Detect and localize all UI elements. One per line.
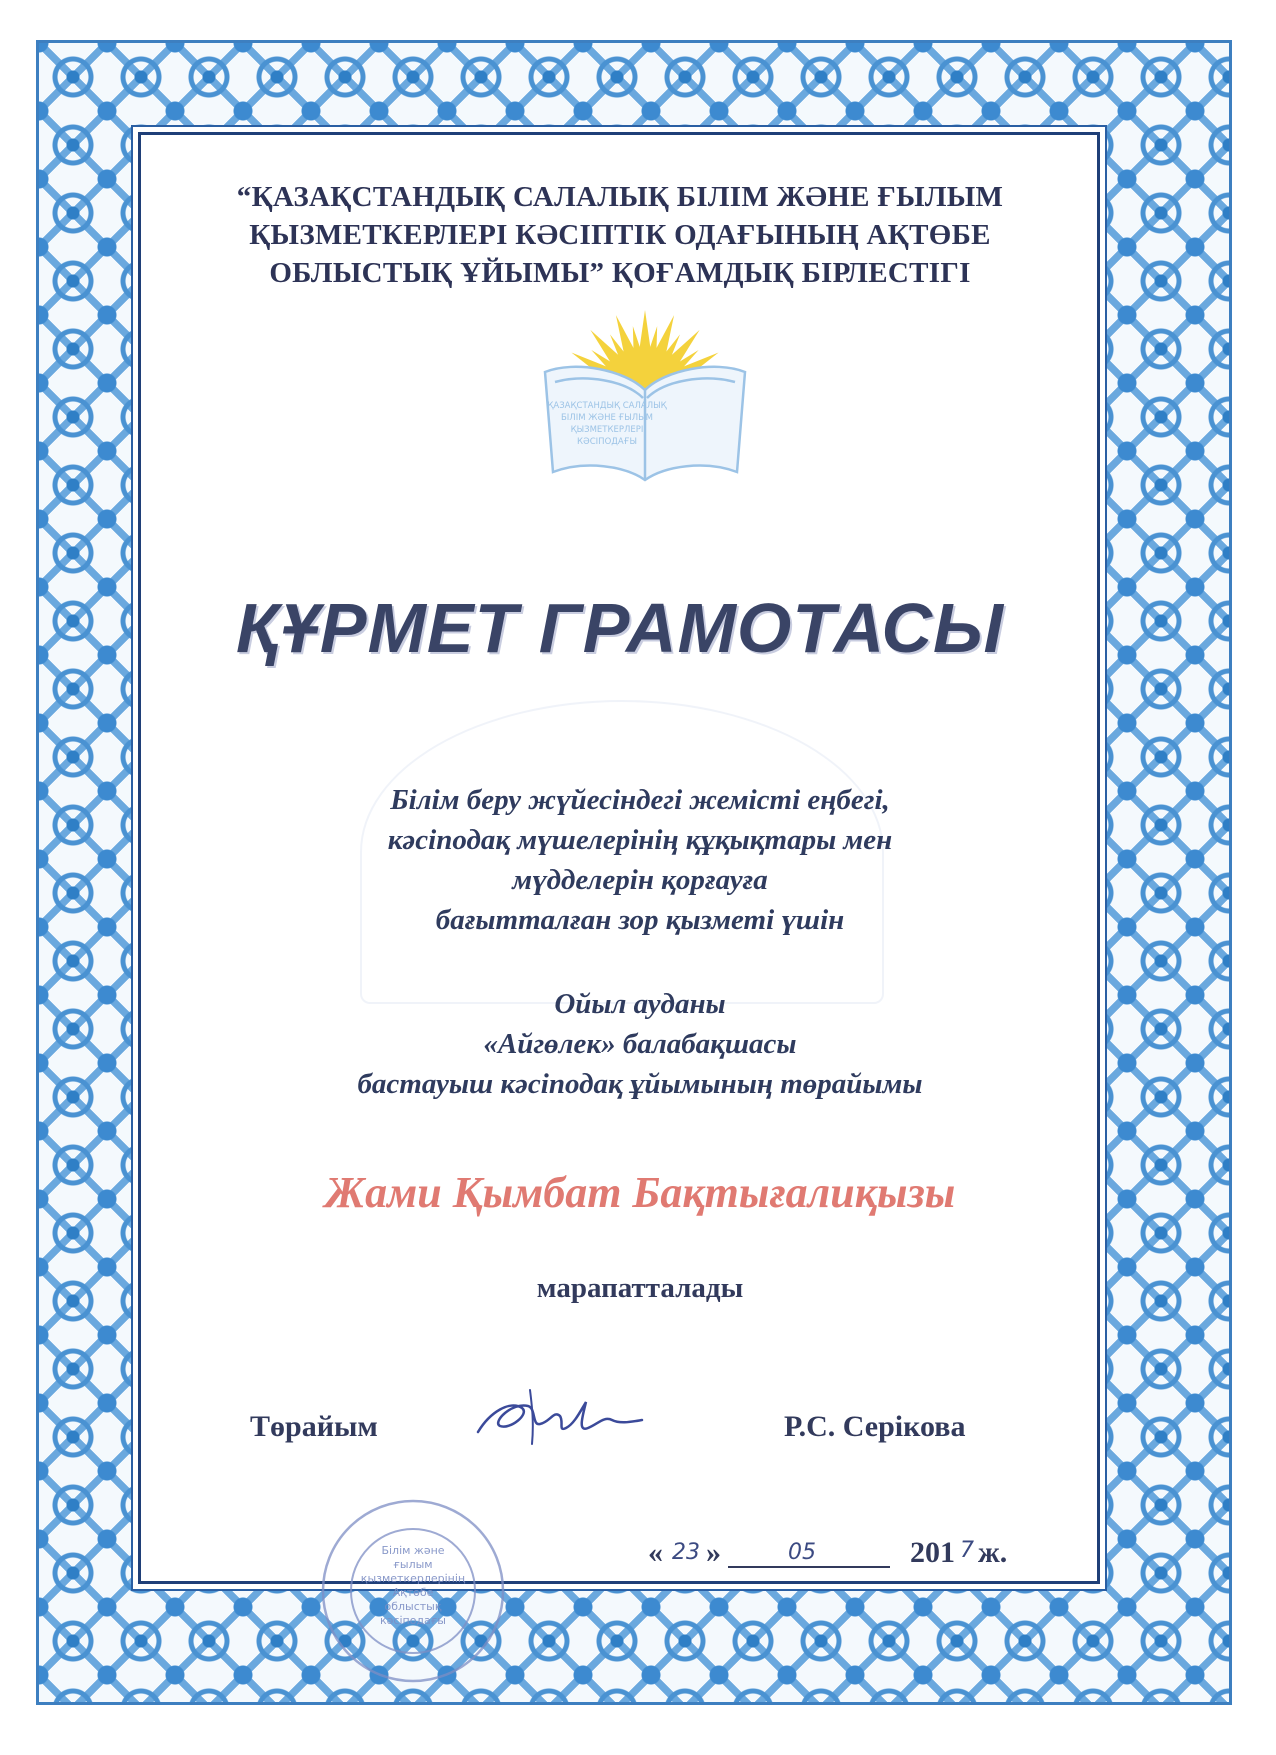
- position-line: «Айгөлек» балабақшасы: [483, 1028, 797, 1060]
- award-reason: [200, 780, 1080, 940]
- document-title: ҚҰРМЕТ ГРАМОТАСЫ: [235, 589, 1005, 667]
- position-line: Ойыл ауданы: [554, 988, 726, 1020]
- date-month: 05: [788, 1540, 816, 1565]
- stamp-text-line: қызметкерлерінің: [360, 1572, 466, 1585]
- reason-line: мүдделерін қорғауға: [512, 864, 768, 896]
- awardee-position: [200, 984, 1080, 1104]
- stamp-text-line: Ақтөбе: [392, 1586, 434, 1599]
- stamp-text-line: облыстық: [384, 1600, 442, 1613]
- date-day: 23: [672, 1540, 700, 1565]
- organization-title: [170, 178, 1070, 292]
- stamp-text-line: кәсіподағы: [380, 1614, 446, 1627]
- organization-line: “ҚАЗАҚСТАНДЫҚ САЛАЛЫҚ БІЛІМ ЖӘНЕ ҒЫЛЫМ: [236, 181, 1004, 213]
- date-year-digit: 7: [960, 1538, 974, 1563]
- handwritten-signature: [470, 1382, 650, 1452]
- reason-line: Білім беру жүйесіндегі жемісті еңбегі,: [390, 784, 890, 816]
- date-year-prefix: 201: [910, 1536, 955, 1569]
- awardee-name: Жами Қымбат Бақтығалиқызы: [324, 1168, 956, 1217]
- date-close-quote: »: [706, 1536, 721, 1569]
- stamp-text-line: ғылым: [393, 1558, 433, 1571]
- awarded-text: марапатталады: [536, 1272, 744, 1304]
- union-logo: [525, 290, 765, 510]
- organization-line: ОБЛЫСТЫҚ ҰЙЫМЫ” ҚОҒАМДЫҚ БІРЛЕСТІГІ: [269, 257, 971, 289]
- date-open-quote: «: [648, 1536, 663, 1569]
- logo-text-line: БІЛІМ ЖӘНЕ ҒЫЛЫМ: [560, 413, 654, 423]
- logo-text-line: ҚАЗАҚСТАНДЫҚ САЛАЛЫҚ: [547, 401, 667, 411]
- reason-line: кәсіподақ мүшелерінің құқықтары мен: [387, 824, 893, 856]
- stamp-text-line: Білім және: [381, 1544, 445, 1557]
- organization-line: ҚЫЗМЕТКЕРЛЕРІ КӘСІПТІК ОДАҒЫНЫҢ АҚТӨБЕ: [249, 219, 991, 251]
- official-stamp: [318, 1496, 508, 1686]
- logo-text-line: КӘСІПОДАҒЫ: [577, 437, 637, 447]
- position-line: бастауыш кәсіподақ ұйымының төрайымы: [357, 1068, 923, 1100]
- date-suffix: ж.: [978, 1536, 1008, 1569]
- logo-text-line: ҚЫЗМЕТКЕРЛЕРІ: [570, 425, 644, 435]
- issue-date: [648, 1536, 1028, 1580]
- reason-line: бағытталған зор қызметі үшін: [435, 904, 845, 936]
- chair-label: Төрайым: [250, 1410, 378, 1443]
- signer-name: Р.С. Серікова: [784, 1410, 966, 1443]
